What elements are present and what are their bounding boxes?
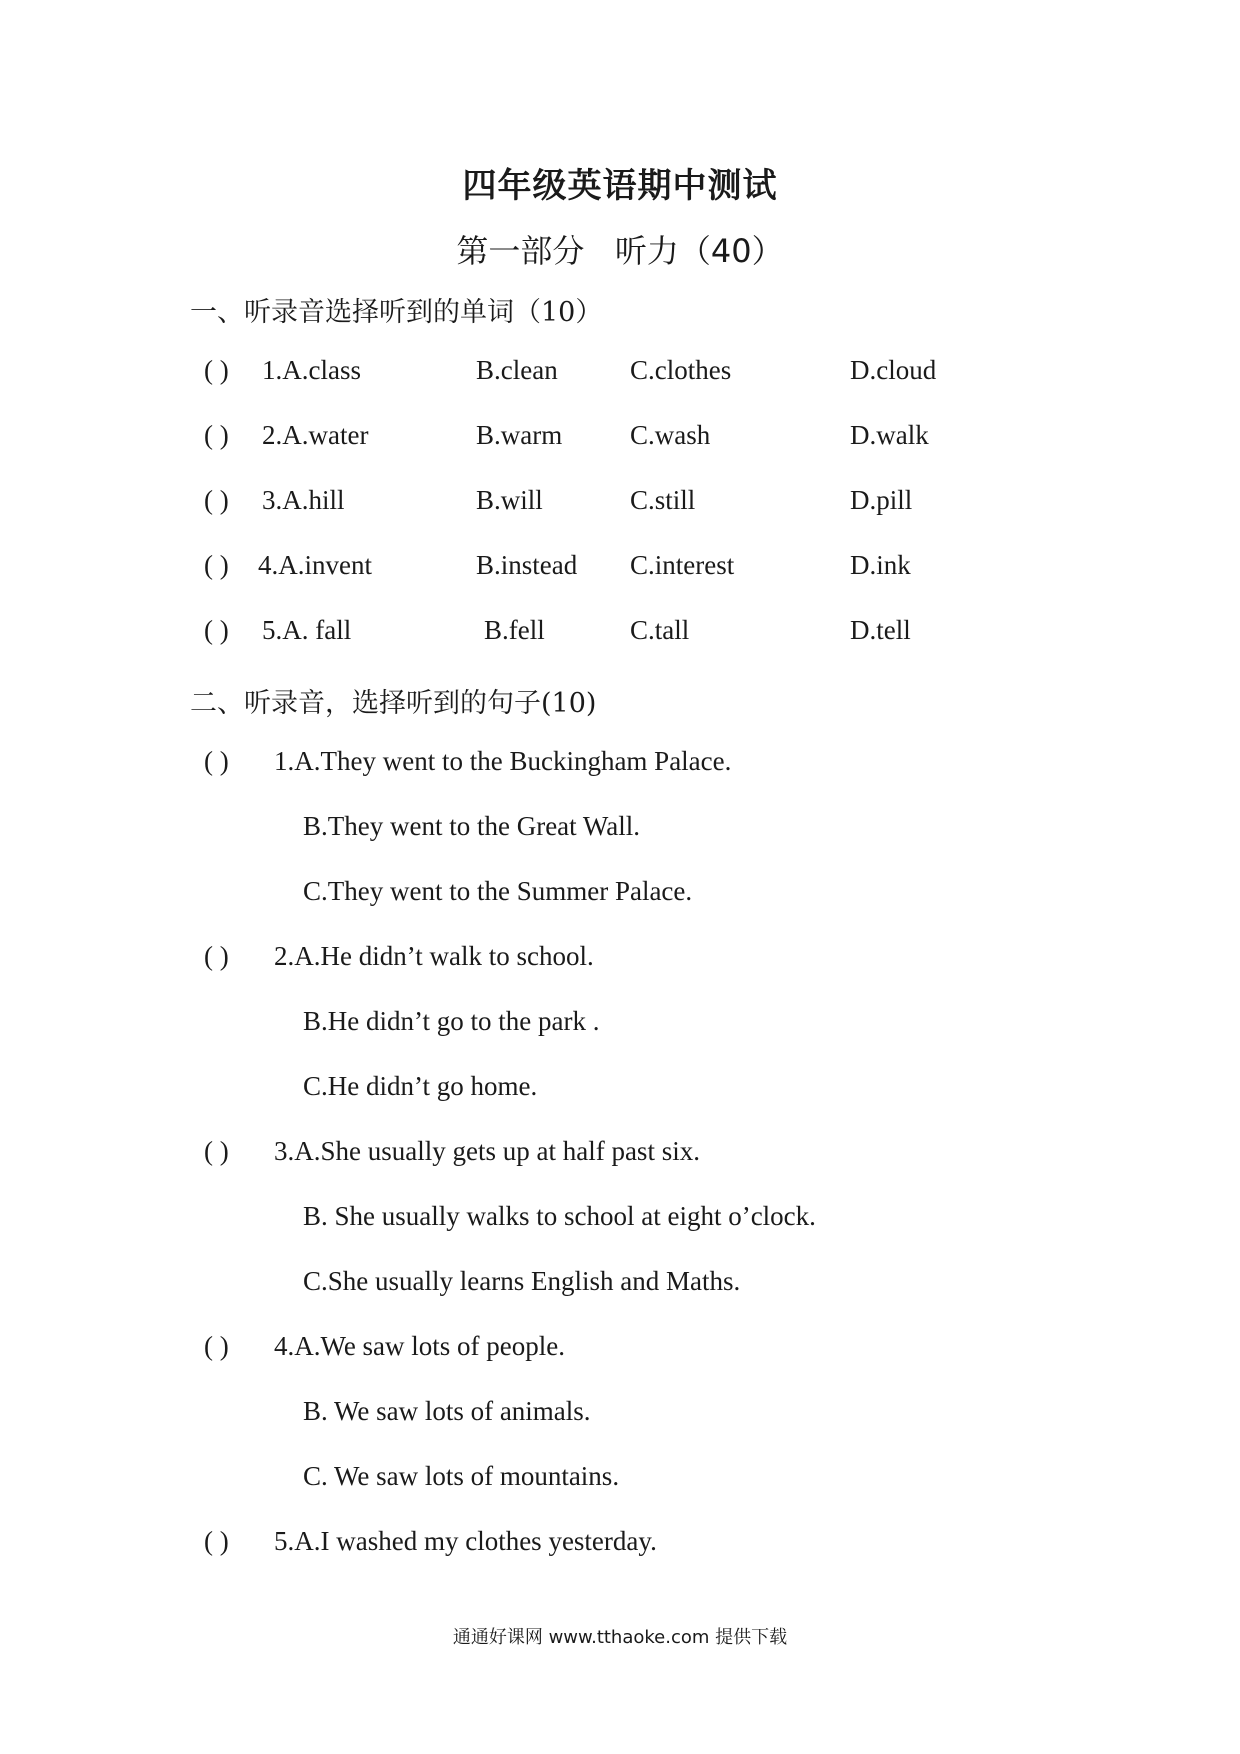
option-c: C.tall (630, 615, 690, 645)
option-d: D.cloud (850, 355, 937, 385)
option-c: C.He didn’t go home. (303, 1071, 538, 1101)
option-c: C.She usually learns English and Maths. (303, 1266, 741, 1296)
option-a: 5.A. fall (262, 615, 352, 645)
option-c: C. We saw lots of mountains. (303, 1461, 620, 1491)
option-b: B.clean (476, 355, 558, 385)
option-b: B.He didn’t go to the park . (303, 1006, 600, 1036)
option-d: D.ink (850, 550, 911, 580)
word-question-row (0, 550, 1240, 584)
answer-blank[interactable]: ( ) (204, 1331, 229, 1361)
option-b: B.warm (476, 420, 563, 450)
option-b: B.fell (484, 615, 545, 645)
option-a: 1.A.They went to the Buckingham Palace. (274, 746, 732, 776)
answer-blank[interactable]: ( ) (204, 1136, 229, 1166)
section-heading-2: 二、听录音，选择听到的句子(10) (190, 688, 597, 719)
option-d: D.pill (850, 485, 913, 515)
answer-blank[interactable]: ( ) (204, 420, 229, 450)
section-heading-1: 一、听录音选择听到的单词（10） (190, 297, 603, 328)
word-question-row (0, 485, 1240, 519)
option-a: 3.A.hill (262, 485, 345, 515)
answer-blank[interactable]: ( ) (204, 550, 229, 580)
word-question-row (0, 420, 1240, 454)
option-c: C.interest (630, 550, 735, 580)
option-a: 1.A.class (262, 355, 361, 385)
option-a: 5.A.I washed my clothes yesterday. (274, 1526, 657, 1556)
option-c: C.clothes (630, 355, 732, 385)
option-c: C.still (630, 485, 696, 515)
option-a: 2.A.He didn’t walk to school. (274, 941, 594, 971)
option-c: C.They went to the Summer Palace. (303, 876, 693, 906)
option-b: B. She usually walks to school at eight o’clock. (303, 1201, 816, 1231)
option-d: D.walk (850, 420, 929, 450)
word-question-row (0, 355, 1240, 389)
answer-blank[interactable]: ( ) (204, 355, 229, 385)
answer-blank[interactable]: ( ) (204, 746, 229, 776)
option-b: B. We saw lots of animals. (303, 1396, 591, 1426)
option-b: B.They went to the Great Wall. (303, 811, 640, 841)
answer-blank[interactable]: ( ) (204, 1526, 229, 1556)
option-b: B.instead (476, 550, 578, 580)
option-d: D.tell (850, 615, 911, 645)
option-a: 4.A.invent (258, 550, 372, 580)
answer-blank[interactable]: ( ) (204, 615, 229, 645)
option-b: B.will (476, 485, 543, 515)
word-question-row (0, 615, 1240, 649)
answer-blank[interactable]: ( ) (204, 485, 229, 515)
option-c: C.wash (630, 420, 711, 450)
part-title: 第一部分 听力（40） (456, 232, 784, 270)
option-a: 4.A.We saw lots of people. (274, 1331, 566, 1361)
option-a: 2.A.water (262, 420, 369, 450)
page-title: 四年级英语期中测试 (462, 166, 778, 206)
answer-blank[interactable]: ( ) (204, 941, 229, 971)
option-a: 3.A.She usually gets up at half past six. (274, 1136, 700, 1166)
page-footer: 通通好课网 www.tthaoke.com 提供下载 (452, 1627, 788, 1648)
